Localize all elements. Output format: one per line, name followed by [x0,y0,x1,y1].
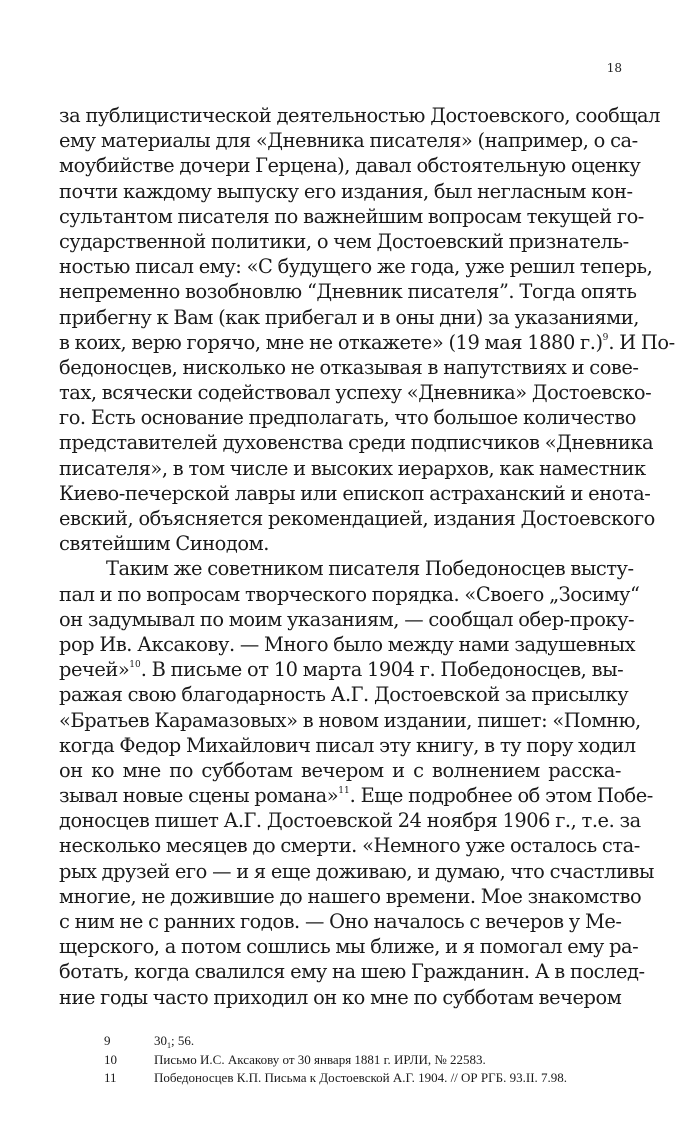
text-line [59,153,641,178]
text-line [59,783,653,808]
footnote-number: 10 [104,1051,117,1067]
text-line [59,430,654,455]
text-line [59,254,653,279]
text-line-content: непременно возобновлю “Дневник писателя”. Тогда опять [59,280,637,304]
text-line [59,733,636,758]
text-line [59,909,621,934]
footnote [104,1069,644,1088]
text-line [59,506,655,531]
text-line-content: представителей духовенства среди подписчиков «Дневника [59,431,654,455]
text-line-content: Таким же советником писателя Победоносцев высту- [106,557,634,581]
footnote-text: Победоносцев К.П. Письма к Достоевской А.Г. 1904. // ОР РГБ. 93.II. 7.98. [154,1070,568,1085]
text-line [59,959,645,984]
page-number: 18 [606,61,622,75]
text-line-content: в коих, верю горячо, мне не откажете» (19 мая 1880 г.) [59,330,603,354]
body-text [59,103,675,1010]
text-line-content: прибегну к Вам (как прибегал и в оны дни) за указаниями, [59,305,639,329]
text-line-content: зывал новые сцены романа» [59,784,339,808]
text-line-content: «Братьев Карамазовых» в новом издании, пишет: «Помню, [59,708,641,732]
text-line-content: он задумывал по моим указаниям, — сообщал обер-проку- [59,607,635,631]
text-line [59,884,642,909]
text-line [59,682,629,707]
footnote-number: 9 [104,1033,111,1048]
text-line-content: сультантом писателя по важнейшим вопросам текущей го- [59,204,644,228]
text-line [59,556,634,581]
text-line-content: рор Ив. Аксакову. — Много было между нами задушевных [59,632,636,656]
text-line [59,179,633,204]
text-line [59,582,640,607]
footnote-text: ; 56. [171,1033,195,1048]
text-line [59,758,621,783]
text-line [59,229,629,254]
text-line [59,128,638,153]
text-line [59,985,621,1010]
text-line-content: го. Есть основание предполагать, что большое количество [59,406,636,430]
footnotes [104,1032,644,1088]
text-line-content: моубийстве дочери Герцена), давал обстоятельную оценку [59,154,641,178]
text-line [59,481,651,506]
text-line [59,279,637,304]
text-line-content: ему материалы для «Дневника писателя» (например, о са- [59,129,638,153]
text-line-content: святейшим Синодом. [59,532,269,556]
text-line-content: Киево-печерской лавры или епископ астраханский и енота- [59,481,651,505]
text-line [59,330,675,355]
text-line-content: речей» [59,658,130,682]
footnote-text: Письмо И.С. Аксакову от 30 января 1881 г. ИРЛИ, № 22583. [154,1051,486,1067]
text-line [59,355,639,380]
text-line-content: ностью писал ему: «С будущего же года, уже решил теперь, [59,255,653,279]
text-line [59,632,636,657]
footnote-volume: 30 [154,1033,167,1048]
text-line-content: когда Федор Михайлович писал эту книгу, в ту пору ходил [59,733,636,757]
text-line-content: с ним не с ранних годов. — Оно началось с вечеров у Ме- [59,910,622,933]
text-line [59,103,660,128]
footnote-subscript: 1 [167,1041,171,1050]
text-line [59,380,652,405]
text-line-content: за публицистической деятельностью Достоевского, сообщал [59,104,660,127]
text-line-continuation: . В письме от 10 марта 1904 г. Победоносцев, вы- [140,658,624,682]
text-line-content: пал и по вопросам творческого порядка. «Своего „Зосиму“ [59,582,640,606]
text-line [59,305,639,330]
text-line-content: ражая свою благодарность А.Г. Достоевской за присылку [59,683,629,707]
text-line-content: бедоносцев, нисколько не отказывая в напутствиях и сове- [59,355,639,379]
text-line-content: писателя», в том числе и высоких иерархов, как наместник [59,456,646,480]
text-line-content: сударственной политики, о чем Достоевский признатель- [59,229,629,253]
text-line [59,456,646,481]
text-line-content: почти каждому выпуску его издания, был негласным кон- [59,179,633,203]
text-line [59,405,636,430]
text-line-continuation: . И По- [608,330,675,354]
text-line [59,531,621,556]
text-line-content: многие, не дожившие до нашего времени. Мое знакомство [59,884,642,908]
text-line-content: щерского, а потом сошлись мы ближе, и я помогал ему ра- [59,935,639,959]
footnote-reference: 10 [129,660,141,671]
text-line-content: ботать, когда свалился ему на шею Гражданин. А в послед- [59,960,645,984]
text-line [59,859,654,884]
text-line [59,808,641,833]
footnote-number: 11 [104,1070,117,1085]
footnote-reference: 11 [338,786,350,797]
text-line [59,204,644,229]
text-line-content: он ко мне по субботам вечером и с волнением расска- [59,758,621,782]
text-line-content: доносцев пишет А.Г. Достоевской 24 ноября 1906 г., т.е. за [59,809,641,833]
text-line-continuation: . Еще подробнее об этом Побе- [349,784,653,808]
footnote [104,1032,644,1051]
text-line-content: рых друзей его — и я еще доживаю, и думаю, что счастливы [59,859,654,883]
text-line-content: тах, всячески содействовал успеху «Дневника» Достоевско- [59,381,652,405]
text-line [59,833,640,858]
text-line [59,934,639,959]
text-line-content: несколько месяцев до смерти. «Немного уже осталось ста- [59,834,640,858]
text-line [59,657,624,682]
text-line-content: евский, объясняется рекомендацией, издания Достоевского [59,507,655,530]
text-line-content: ние годы часто приходил он ко мне по субботам вечером [59,985,622,1009]
text-line [59,607,635,632]
footnote-reference: 9 [602,332,609,343]
text-line [59,708,641,733]
footnote [104,1051,644,1070]
